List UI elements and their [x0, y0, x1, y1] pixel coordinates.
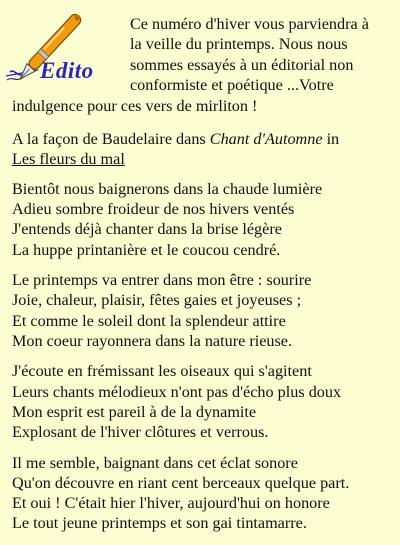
- verse-line: Adieu sombre froideur de nos hivers ventés: [12, 200, 295, 219]
- verse-line: Leurs chants mélodieux n'ont pas d'écho plus doux: [12, 382, 342, 401]
- book-line: [12, 149, 392, 169]
- intro-line: Ce numéro d'hiver vous parviendra à: [130, 15, 369, 33]
- verse-line: Mon esprit est pareil à de la dynamite: [12, 402, 257, 421]
- intro-line: indulgence pour ces vers de mirliton !: [12, 96, 258, 115]
- stanza: [12, 453, 396, 534]
- verse-line: J'entends déjà chanter dans la brise légère: [12, 220, 282, 239]
- verse-line: Mon coeur rayonnera dans la nature rieuse.: [12, 331, 293, 350]
- stanza: [12, 179, 396, 260]
- verse-line: Explosant de l'hiver clôtures et verrous.: [12, 423, 269, 442]
- stanza: [12, 361, 396, 442]
- verse-line: J'écoute en frémissant les oiseaux qui s'agitent: [12, 362, 312, 381]
- verse-line: Il me semble, baignant dans cet éclat sonore: [12, 453, 298, 472]
- poem-title: Chant d'Automne: [209, 130, 323, 148]
- verse-line: Bientôt nous baignerons dans la chaude lumière: [12, 180, 323, 198]
- intro-paragraph: [12, 14, 392, 116]
- intro-line: conformiste et poétique ...Votre: [130, 76, 334, 95]
- verse-line: Le tout jeune printemps et son gai tintamarre.: [12, 514, 307, 533]
- intro-line: la veille du printemps. Nous nous: [130, 35, 348, 54]
- verse-line: Et comme le soleil dont la splendeur attire: [12, 311, 286, 330]
- reference-line: [12, 129, 392, 149]
- verse-line: La huppe printanière et le coucou cendré.: [12, 240, 281, 259]
- verse-line: Qu'on découvre en riant cent berceaux quelque part.: [12, 473, 350, 492]
- verse-line: Joie, chaleur, plaisir, fêtes gaies et joyeuses ;: [12, 291, 302, 310]
- poem: [12, 179, 396, 544]
- verse-line: Le printemps va entrer dans mon être : sourire: [12, 271, 312, 290]
- reference-suffix: in: [322, 130, 340, 148]
- stanza: [12, 270, 396, 351]
- verse-line: Et oui ! C'était hier l'hiver, aujourd'hui on honore: [12, 494, 330, 513]
- reference-prefix: A la façon de Baudelaire dans: [12, 130, 210, 148]
- edito-title: Edito: [40, 58, 94, 83]
- book-title: Les fleurs du mal: [12, 150, 125, 169]
- intro-line: sommes essayés à un éditorial non: [130, 55, 354, 74]
- reference-paragraph: [12, 129, 392, 170]
